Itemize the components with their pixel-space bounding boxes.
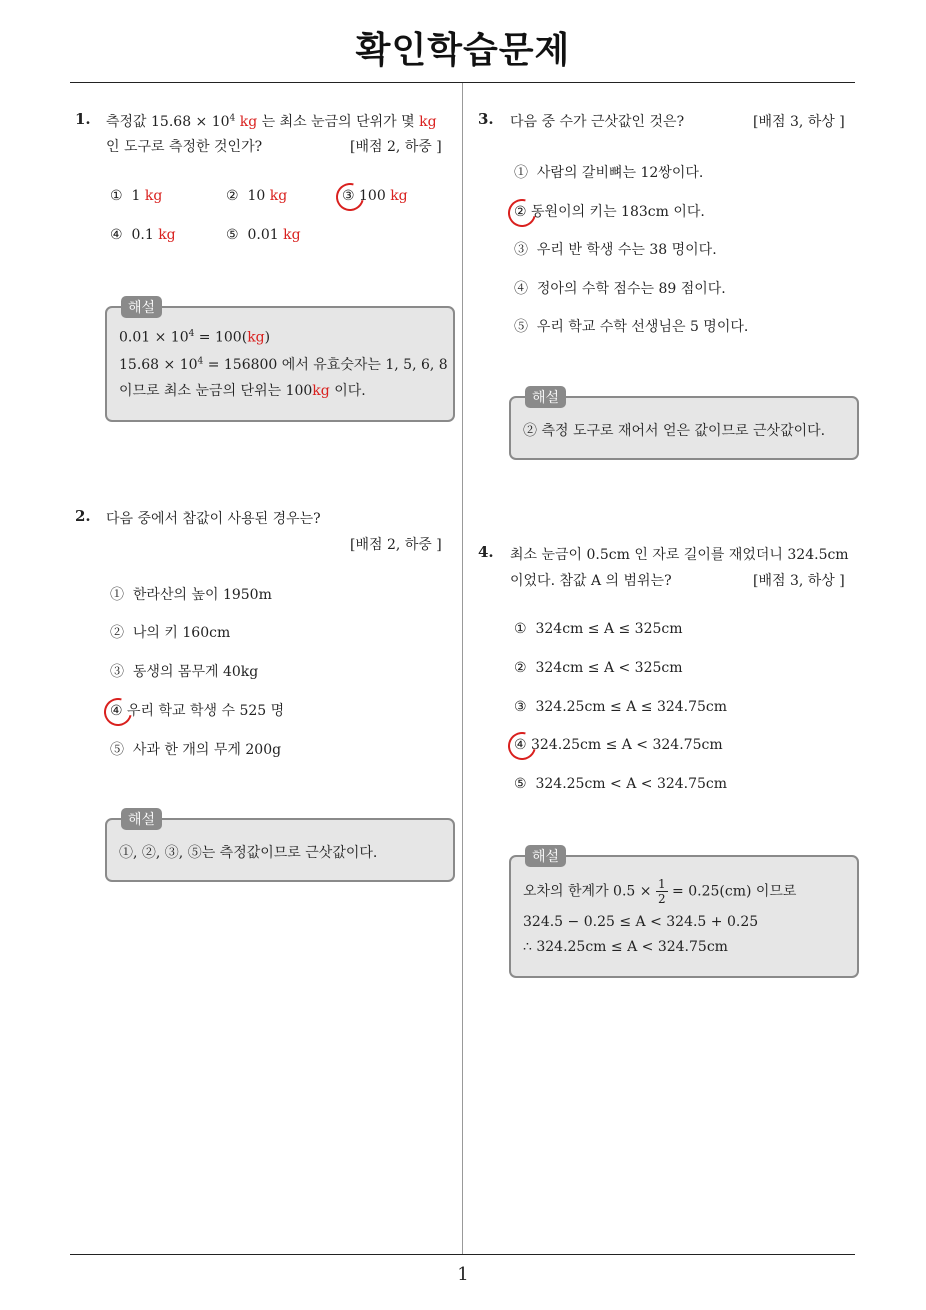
question-number: 4. — [478, 543, 494, 561]
option-marker: ④ — [514, 281, 528, 297]
fraction — [656, 877, 668, 906]
option-value: 0.1 — [131, 227, 154, 243]
unit: kg — [283, 227, 301, 243]
question-text-line: 인 도구로 측정한 것인가? — [106, 139, 263, 155]
option-1[interactable] — [514, 621, 683, 637]
option-marker: ① — [514, 621, 527, 637]
text-part: 이다. — [329, 383, 366, 399]
denominator: 2 — [657, 892, 666, 906]
option-value: 10 — [247, 188, 266, 204]
option-text: 사과 한 개의 무게 200g — [132, 742, 282, 758]
solution-box — [105, 812, 455, 882]
option-marker: ② — [514, 204, 527, 220]
text-part: 오차의 한계가 0.5 × — [523, 883, 652, 900]
option-4[interactable] — [110, 227, 176, 243]
answer-circle — [514, 737, 527, 753]
option-3[interactable] — [514, 239, 717, 259]
option-3[interactable] — [110, 661, 258, 681]
solution-line: ①, ②, ③, ⑤는 측정값이므로 근삿값이다. — [119, 845, 378, 861]
option-text: 우리 반 학생 수는 38 명이다. — [536, 242, 717, 258]
option-marker: ④ — [110, 703, 123, 719]
answer-mark-icon — [503, 727, 541, 765]
text-part: = 100( — [194, 329, 248, 346]
option-value: 1 — [131, 188, 141, 204]
answer-mark-icon — [503, 194, 541, 232]
solution-box — [509, 390, 859, 460]
exponent: 4 — [197, 356, 204, 367]
option-marker: ③ — [342, 188, 355, 204]
solution-line: ② 측정 도구로 재어서 얻은 값이므로 근삿값이다. — [523, 423, 826, 439]
option-1[interactable] — [514, 162, 703, 182]
exponent: 4 — [188, 329, 195, 339]
solution-line — [523, 877, 796, 906]
option-marker: ⑤ — [110, 742, 124, 758]
option-marker: ① — [110, 587, 124, 603]
text-part: = 156800 에서 유효숫자는 1, 5, 6, 8 — [203, 357, 448, 373]
option-text: 한라산의 높이 1950m — [132, 587, 272, 603]
option-value: 100 — [359, 188, 386, 204]
solution-line — [119, 329, 270, 346]
solution-line: 324.5 − 0.25 ≤ A < 324.5 + 0.25 — [523, 914, 759, 930]
option-marker: ② — [226, 188, 239, 204]
option-marker: ⑤ — [514, 776, 527, 792]
option-text: 우리 학교 수학 선생님은 5 명이다. — [536, 319, 749, 335]
option-1[interactable] — [110, 584, 272, 604]
answer-circle — [342, 188, 355, 204]
score-meta: [배점 3, 하상 ] — [753, 114, 845, 130]
unit: kg — [158, 227, 176, 243]
option-marker: ⑤ — [514, 319, 528, 335]
option-2[interactable] — [514, 201, 705, 221]
score-meta: [배점 3, 하상 ] — [753, 573, 845, 589]
option-3[interactable] — [514, 699, 727, 715]
answer-mark-icon — [331, 178, 369, 216]
numerator: 1 — [657, 877, 666, 891]
option-text: 사람의 갈비뼈는 12쌍이다. — [536, 165, 704, 181]
solution-line — [119, 380, 366, 400]
question-number: 3. — [478, 110, 494, 128]
solution-line — [119, 354, 448, 374]
text-part: 측정값 15.68 × 10 — [106, 114, 230, 130]
text-part: = 0.25(cm) 이므로 — [667, 883, 797, 900]
option-text: 정아의 수학 점수는 89 점이다. — [536, 281, 726, 297]
text-part: 15.68 × 10 — [119, 357, 198, 373]
answer-circle — [110, 703, 123, 719]
option-text: 동원이의 키는 183cm 이다. — [531, 204, 705, 220]
unit: kg — [390, 188, 408, 204]
solution-box — [509, 849, 859, 978]
option-text: 동생의 몸무게 40kg — [132, 664, 259, 680]
question-text-line: 최소 눈금이 0.5cm 인 자로 길이를 재었더니 324.5cm — [510, 547, 849, 563]
unit: kg — [269, 188, 288, 204]
unit: kg — [144, 188, 163, 204]
solution-tag: 해설 — [525, 845, 566, 867]
column-divider — [462, 83, 463, 1255]
option-marker: ④ — [514, 737, 527, 753]
option-marker: ⑤ — [226, 227, 239, 243]
text-part: 이므로 최소 눈금의 단위는 100 — [119, 383, 313, 399]
unit: kg — [312, 383, 330, 399]
question-text-line — [106, 111, 437, 131]
option-2[interactable] — [226, 188, 287, 204]
option-text: 324.25cm ≤ A < 324.75cm — [531, 737, 723, 753]
answer-mark-icon — [99, 693, 137, 731]
option-text: 324.25cm < A < 324.75cm — [535, 776, 728, 792]
option-value: 0.01 — [247, 227, 279, 243]
option-text: 324.25cm ≤ A ≤ 324.75cm — [535, 699, 728, 715]
question-number: 2. — [75, 507, 91, 525]
option-5[interactable] — [110, 739, 281, 759]
option-text: 우리 학교 학생 수 525 명 — [127, 703, 285, 719]
option-4[interactable] — [514, 278, 726, 298]
option-marker: ① — [110, 188, 123, 204]
option-marker: ③ — [110, 664, 124, 680]
option-marker: ③ — [514, 242, 528, 258]
text-part: 0.01 × 10 — [119, 329, 189, 346]
option-5[interactable] — [514, 776, 727, 792]
option-5[interactable] — [514, 316, 748, 336]
option-2[interactable] — [514, 660, 683, 676]
option-text: 324cm ≤ A ≤ 325cm — [535, 621, 683, 637]
solution-tag: 해설 — [525, 386, 566, 408]
bottom-rule — [70, 1254, 855, 1255]
option-marker: ④ — [110, 227, 123, 243]
text-part: 는 최소 눈금의 단위가 몇 — [257, 114, 420, 130]
option-1[interactable] — [110, 188, 162, 204]
score-meta: [배점 2, 하중 ] — [350, 139, 442, 155]
option-marker: ② — [514, 660, 527, 676]
answer-circle — [514, 204, 527, 220]
option-text: 324cm ≤ A < 325cm — [535, 660, 683, 676]
unit: kg — [247, 329, 265, 346]
solution-line: ∴ 324.25cm ≤ A < 324.75cm — [523, 939, 728, 955]
text-part: ) — [264, 329, 271, 346]
unit: kg — [419, 114, 437, 130]
page-number: 1 — [457, 1264, 469, 1285]
option-marker: ① — [514, 165, 528, 181]
option-3[interactable] — [342, 188, 408, 204]
option-marker: ③ — [514, 699, 527, 715]
option-text: 나의 키 160cm — [132, 625, 231, 641]
solution-tag: 해설 — [121, 808, 162, 830]
question-text-line: 다음 중에서 참값이 사용된 경우는? — [106, 511, 321, 527]
page-title: 확인학습문제 — [355, 30, 571, 71]
solution-tag: 해설 — [121, 296, 162, 318]
unit: kg — [239, 114, 258, 130]
option-marker: ② — [110, 625, 124, 641]
option-2[interactable] — [110, 622, 230, 642]
question-text-line: 다음 중 수가 근삿값인 것은? — [510, 114, 685, 130]
score-meta: [배점 2, 하중 ] — [350, 537, 442, 553]
option-4[interactable] — [110, 700, 284, 720]
exponent: 4 — [229, 113, 236, 124]
solution-box — [105, 300, 455, 422]
question-text-line: 이었다. 참값 A 의 범위는? — [510, 573, 672, 589]
option-5[interactable] — [226, 227, 301, 243]
question-number: 1. — [75, 110, 91, 128]
option-4[interactable] — [514, 737, 723, 753]
